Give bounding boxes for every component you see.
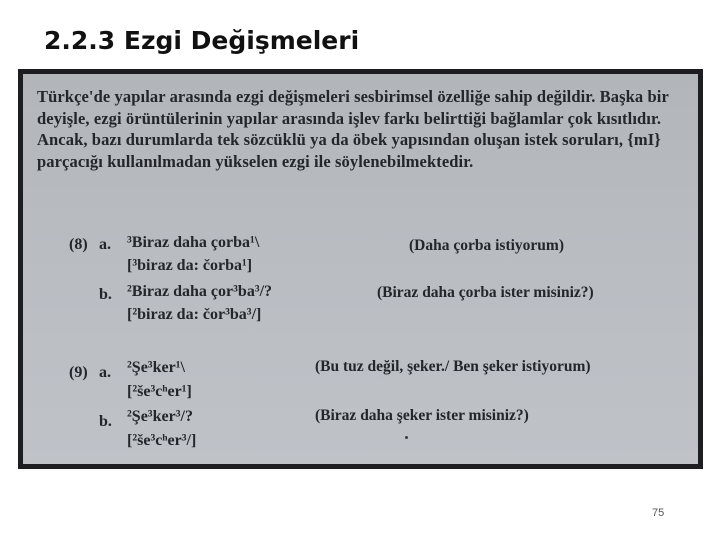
example-8b-gloss: (Biraz daha çorba ister misiniz?) xyxy=(377,284,594,301)
example-8a-orthographic: ³Biraz daha çorba¹\ xyxy=(127,234,260,251)
example-9a-label: a. xyxy=(99,364,111,381)
example-9a-orthographic: ²Şe³ker¹\ xyxy=(127,359,185,376)
example-8a-label: a. xyxy=(99,236,111,253)
example-9a-gloss: (Bu tuz değil, şeker./ Ben şeker istiyorum) xyxy=(315,358,591,375)
example-8b-label: b. xyxy=(99,286,112,303)
example-8b-phonetic: [²biraz da: čor³ba³/] xyxy=(127,306,262,323)
intro-paragraph: Türkçe'de yapılar arasında ezgi değişmeleri sesbirimsel özelliğe sahip değildir. Başka bir deyişle, ezgi örüntülerinin yapılar arasında işlev farkı belirttiği bağlamlar çok kısıtlıdır. Ancak, bazı durumlarda tek sözcüklü ya da öbek yapısından oluşan istek soruları, {mI} parçacığı kullanılmadan yükselen ezgi ile söylenebilmektedir. xyxy=(37,87,669,171)
page-number: 75 xyxy=(652,507,665,519)
example-9b-phonetic: [²še³cʰer³/] xyxy=(127,432,197,449)
book-page xyxy=(23,74,698,464)
example-9b-orthographic: ²Şe³ker³/? xyxy=(127,408,193,425)
example-8a-gloss: (Daha çorba istiyorum) xyxy=(409,237,564,254)
slide-title: 2.2.3 Ezgi Değişmeleri xyxy=(44,26,360,55)
example-9a-phonetic: [²še³cʰer¹] xyxy=(127,383,192,400)
example-8a-phonetic: [³biraz da: čorba¹] xyxy=(127,257,253,274)
speck-dot xyxy=(405,436,408,439)
example-8b-orthographic: ²Biraz daha çor³ba³/? xyxy=(127,283,273,300)
example-8-number: (8) xyxy=(69,236,88,253)
example-9b-gloss: (Biraz daha şeker ister misiniz?) xyxy=(315,407,529,424)
example-9b-label: b. xyxy=(99,413,112,430)
example-9-number: (9) xyxy=(69,364,88,381)
document-photo xyxy=(18,69,703,469)
